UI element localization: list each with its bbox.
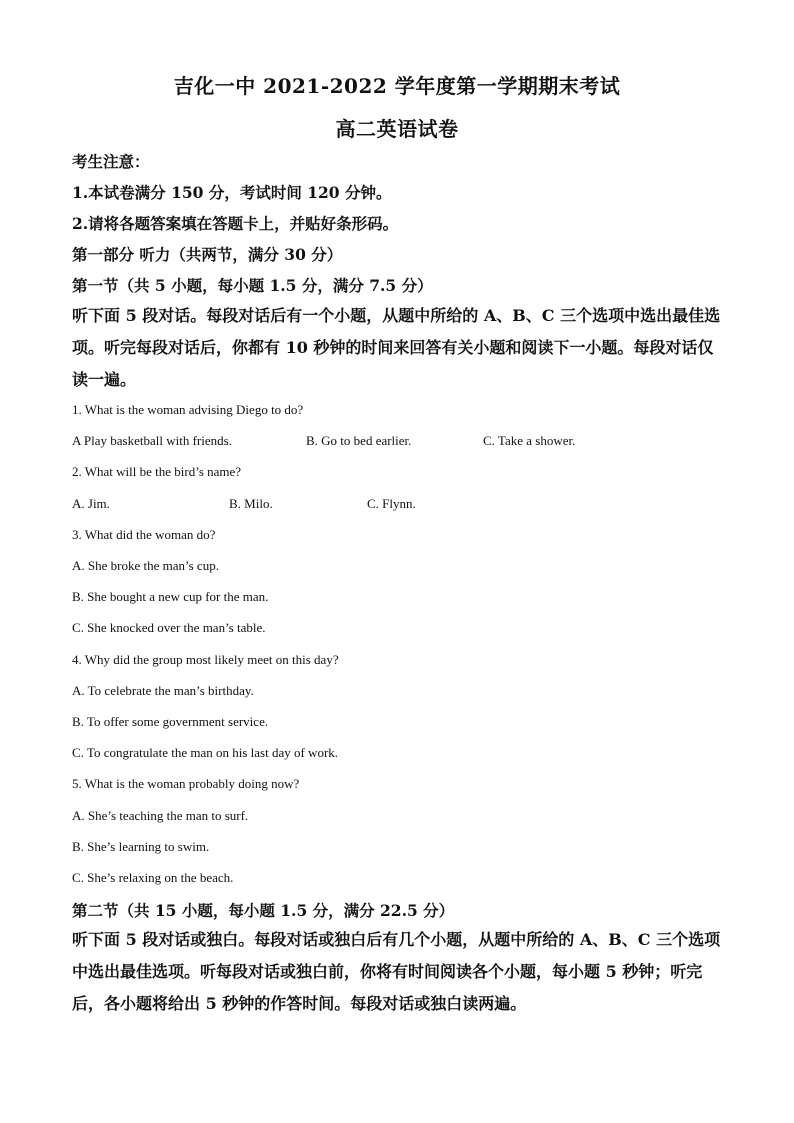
option-b: B. Go to bed earlier. [306,433,412,448]
option-c: C. She’s relaxing on the beach. [72,870,234,885]
option-c: C. Take a shower. [483,433,576,448]
option-b: B. To offer some government service. [72,714,269,729]
option-a: A. Jim. [72,496,110,511]
exam-title: 吉化一中 2021-2022 学年度第一学期期末考试 [173,74,621,98]
notice-item: 2.请将各题答案填在答题卡上，并贴好条形码。 [72,214,399,233]
option-a: A. She’s teaching the man to surf. [72,808,249,823]
question-stem: 5. What is the woman probably doing now? [72,776,300,791]
section1-instructions: 听下面 5 段对话。每段对话后有一个小题，从题中所给的 A、B、C 三个选项中选出最佳选项。听完每段对话后，你都有 10 秒钟的时间来回答有关小题和阅读下一小题。每段对话仅读一遍。 [72,306,721,389]
notice-item: 1.本试卷满分 150 分，考试时间 120 分钟。 [72,183,392,202]
option-c: C. Flynn. [367,496,416,511]
notice-heading: 考生注意： [72,152,150,171]
option-c: C. To congratulate the man on his last day of work. [72,745,339,760]
section2-instructions: 听下面 5 段对话或独白。每段对话或独白后有几个小题，从题中所给的 A、B、C 三个选项中选出最佳选项。听每段对话或独白前，你将有时间阅读各个小题，每小题 5 秒钟；听完后，各小题将给出 5 秒钟的作答时间。每段对话或独白读两遍。 [72,930,721,1013]
section2-heading: 第二节（共 15 小题，每小题 1.5 分，满分 22.5 分） [72,901,455,920]
option-b: B. Milo. [229,496,273,511]
option-a: A Play basketball with friends. [72,433,232,448]
question-stem: 1. What is the woman advising Diego to do? [72,402,304,417]
option-a: A. She broke the man’s cup. [72,558,219,573]
option-b: B. She’s learning to swim. [72,839,210,854]
question-stem: 2. What will be the bird’s name? [72,464,242,479]
option-b: B. She bought a new cup for the man. [72,589,269,604]
option-a: A. To celebrate the man’s birthday. [72,683,254,698]
section1-heading: 第一节（共 5 小题，每小题 1.5 分，满分 7.5 分） [72,276,433,295]
part1-heading: 第一部分 听力（共两节，满分 30 分） [72,245,343,264]
exam-subtitle: 高二英语试卷 [335,117,459,141]
option-c: C. She knocked over the man’s table. [72,620,266,635]
question-stem: 4. Why did the group most likely meet on this day? [72,652,339,667]
question-stem: 3. What did the woman do? [72,527,216,542]
